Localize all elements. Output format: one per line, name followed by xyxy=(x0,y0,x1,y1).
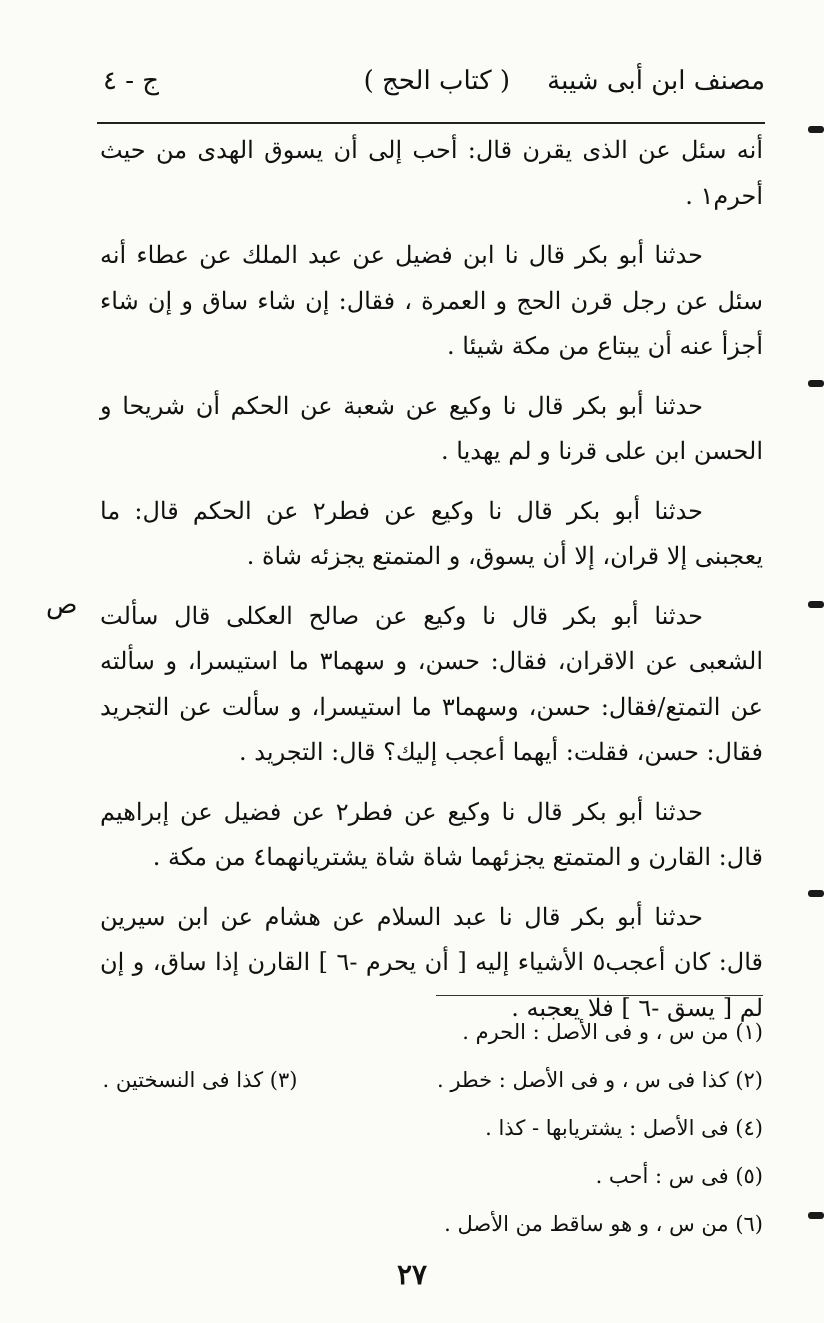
running-header xyxy=(95,66,765,110)
footnote: (٤) فى الأصل : يشتريابها - كذا . xyxy=(485,1116,763,1140)
footnote: (١) من س ، و فى الأصل : الحرم . xyxy=(462,1020,763,1044)
paragraph: حدثنا أبو بكر قال نا وكيع عن فطر٢ عن الحكم قال: ما يعجبنى إلا قران، إلا أن يسوق، و المتمتع يجزئه شاة . xyxy=(100,496,763,570)
footnote-row xyxy=(100,1008,763,1056)
paragraph: حدثنا أبو بكر قال نا وكيع عن شعبة عن الحكم أن شريحا و الحسن ابن على قرنا و لم يهديا . xyxy=(100,391,763,465)
edge-mark xyxy=(808,380,824,387)
footnote-row xyxy=(100,1056,763,1104)
margin-note: ص xyxy=(46,590,78,620)
paragraph: حدثنا أبو بكر قال نا وكيع عن فطر٢ عن فضيل عن إبراهيم قال: القارن و المتمتع يجزئهما شاة شاة يشتريانهما٤ من مكة . xyxy=(100,797,763,871)
footnote: (٦) من س ، و هو ساقط من الأصل . xyxy=(444,1212,763,1236)
edge-mark xyxy=(808,126,824,133)
page-number: ٢٧ xyxy=(396,1258,428,1291)
paragraph: أنه سئل عن الذى يقرن قال: أحب إلى أن يسوق الهدى من حيث أحرم١ . xyxy=(100,136,763,210)
footnote-row xyxy=(100,1200,763,1248)
paragraph: حدثنا أبو بكر قال نا عبد السلام عن هشام عن ابن سيرين قال: كان أعجب٥ الأشياء إليه [ أن يحرم -٦ ] القارن إذا ساق، و إن لم [ يسق -٦ ] فلا يعجبه . xyxy=(100,902,763,1022)
header-chapter-title: ( كتاب الحج ) xyxy=(363,66,510,96)
footnotes xyxy=(100,1008,763,1248)
footnote-rule xyxy=(436,995,763,996)
footnote-side: (٣) كذا فى النسختين . xyxy=(102,1068,298,1092)
edge-mark xyxy=(808,1212,824,1219)
paragraph: حدثنا أبو بكر قال نا وكيع عن صالح العكلى قال سألت الشعبى عن الاقران، فقال: حسن، و سهما٣ ما استيسرا، و سألته عن التمتع/فقال: حسن، وسهما٣ ما استيسرا، و سألت عن التجريد فقال: حسن، فقلت: أيهما أعجب إليك؟ قال: التجريد . xyxy=(100,601,763,766)
footnote: (٥) فى س : أحب . xyxy=(595,1164,763,1188)
header-volume: ج - ٤ xyxy=(103,66,160,96)
paragraph: حدثنا أبو بكر قال نا ابن فضيل عن عبد الملك عن عطاء أنه سئل عن رجل قرن الحج و العمرة ، فقال: إن شاء ساق و إن شاء أجزأ عنه أن يبتاع من مكة شيئا . xyxy=(100,241,763,360)
edge-mark xyxy=(808,890,824,897)
header-book-title: مصنف ابن أبى شيبة xyxy=(547,66,765,96)
footnote: (٢) كذا فى س ، و فى الأصل : خطر . xyxy=(436,1068,763,1092)
header-rule xyxy=(97,122,765,124)
footnote-row xyxy=(100,1104,763,1152)
edge-mark xyxy=(808,601,824,608)
main-text xyxy=(100,128,763,1045)
footnote-row xyxy=(100,1152,763,1200)
